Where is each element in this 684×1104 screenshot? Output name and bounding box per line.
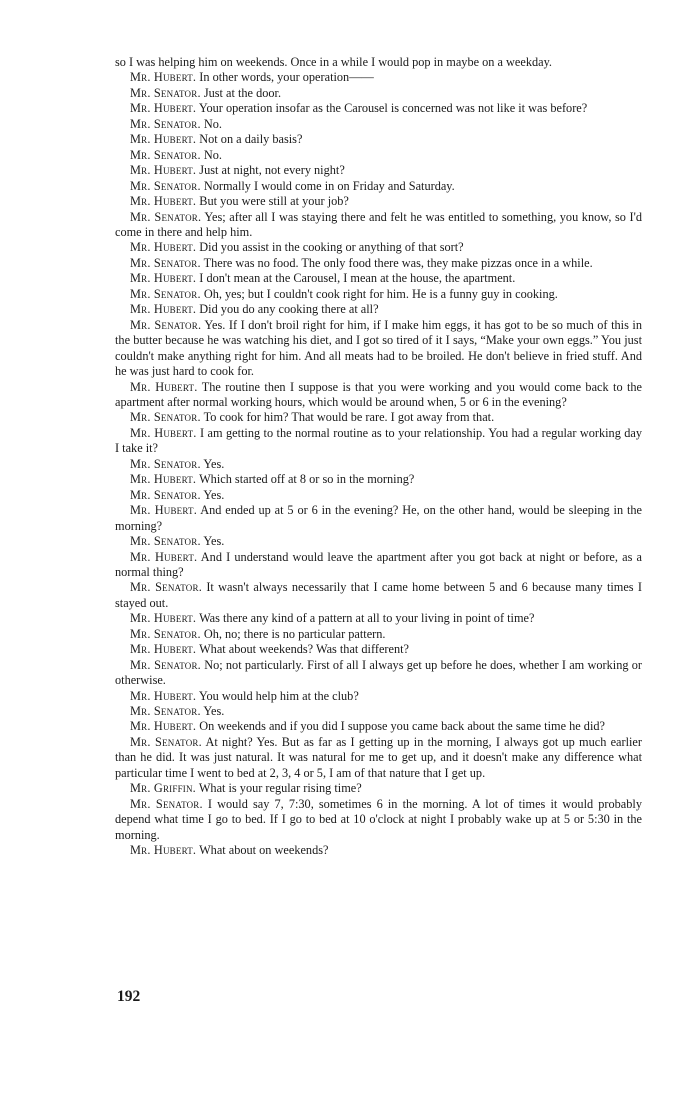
- paragraph-text: Was there any kind of a pattern at all to your living in point of time?: [199, 611, 535, 626]
- speaker-label: Mr. Hubert.: [130, 642, 197, 657]
- paragraph-text: And I understand would leave the apartment after you got back at night or before, as a normal thing?: [115, 549, 642, 579]
- speaker-label: Mr. Senator.: [130, 734, 202, 749]
- speaker-label: Mr. Hubert.: [130, 472, 197, 487]
- paragraph-text: Yes.: [203, 534, 225, 549]
- speaker-label: Mr. Hubert.: [130, 101, 197, 116]
- speaker-label: Mr. Senator.: [130, 116, 201, 131]
- speaker-label: Mr. Senator.: [130, 580, 202, 595]
- transcript-paragraph: [115, 55, 642, 70]
- paragraph-text: I don't mean at the Carousel, I mean at the house, the apartment.: [199, 271, 516, 286]
- speaker-label: Mr. Senator.: [130, 85, 201, 100]
- transcript-paragraph: [115, 735, 642, 781]
- paragraph-text: But you were still at your job?: [199, 194, 349, 209]
- speaker-label: Mr. Hubert.: [130, 611, 197, 626]
- paragraph-text: There was no food. The only food there was, they make pizzas once in a while.: [203, 255, 593, 270]
- speaker-label: Mr. Hubert.: [130, 425, 197, 440]
- paragraph-text: And ended up at 5 or 6 in the evening? He, on the other hand, would be sleeping in the morning?: [115, 503, 642, 533]
- paragraph-text: No; not particularly. First of all I always get up before he does, whether I am working or otherwise.: [115, 657, 642, 688]
- speaker-label: Mr. Senator.: [130, 626, 201, 641]
- speaker-label: Mr. Hubert.: [130, 194, 197, 209]
- paragraph-text: Yes.: [203, 487, 225, 502]
- transcript-paragraph: [115, 503, 642, 534]
- transcript-paragraph: [115, 163, 642, 178]
- paragraph-text: Not on a daily basis?: [199, 132, 303, 147]
- transcript-paragraph: [115, 194, 642, 209]
- paragraph-text: Yes; after all I was staying there and felt he was entitled to something, you know, so I'd come in there and help him.: [115, 209, 642, 239]
- transcript-paragraph: [115, 256, 642, 271]
- paragraph-text: so I was helping him on weekends. Once in a while I would pop in maybe on a weekday.: [115, 55, 553, 69]
- speaker-label: Mr. Hubert.: [130, 70, 197, 85]
- paragraph-text: In other words, your operation——: [199, 70, 374, 85]
- transcript-paragraph: [115, 318, 642, 380]
- transcript-paragraph: [115, 240, 642, 255]
- paragraph-text: Just at the door.: [203, 85, 282, 100]
- speaker-label: Mr. Senator.: [130, 209, 202, 224]
- transcript-paragraph: [115, 179, 642, 194]
- speaker-label: Mr. Hubert.: [130, 163, 197, 178]
- paragraph-text: Normally I would come in on Friday and Saturday.: [203, 178, 455, 193]
- speaker-label: Mr. Senator.: [130, 147, 201, 162]
- transcript-paragraph: [115, 426, 642, 457]
- transcript-paragraph: [115, 550, 642, 581]
- transcript-paragraph: [115, 472, 642, 487]
- transcript-paragraph: [115, 627, 642, 642]
- paragraph-text: I would say 7, 7:30, sometimes 6 in the morning. A lot of times it would probably depend what time I go to bed. If I go to bed at 10 o'clock at night I probably wake up at 5 or 5:30 in the morning.: [115, 796, 642, 842]
- speaker-label: Mr. Hubert.: [130, 549, 198, 564]
- transcript-paragraph: [115, 101, 642, 116]
- transcript-paragraph: [115, 642, 642, 657]
- speaker-label: Mr. Senator.: [130, 410, 201, 425]
- transcript-paragraph: [115, 271, 642, 286]
- speaker-label: Mr. Senator.: [130, 657, 201, 672]
- transcript-page: [115, 55, 642, 859]
- speaker-label: Mr. Senator.: [130, 704, 201, 719]
- transcript-paragraph: [115, 488, 642, 503]
- paragraph-text: I am getting to the normal routine as to your relationship. You had a regular working day I take it?: [115, 425, 643, 456]
- speaker-label: Mr. Senator.: [130, 487, 201, 502]
- speaker-label: Mr. Senator.: [130, 534, 201, 549]
- transcript-paragraph: [115, 380, 642, 411]
- speaker-label: Mr. Hubert.: [130, 132, 197, 147]
- speaker-label: Mr. Hubert.: [130, 503, 198, 518]
- speaker-label: Mr. Hubert.: [130, 719, 197, 734]
- paragraph-text: What about on weekends?: [199, 843, 329, 858]
- speaker-label: Mr. Senator.: [130, 286, 201, 301]
- transcript-paragraph: [115, 719, 642, 734]
- transcript-paragraph: [115, 287, 642, 302]
- speaker-label: Mr. Senator.: [130, 317, 202, 332]
- transcript-paragraph: [115, 658, 642, 689]
- paragraph-text: Which started off at 8 or so in the morning?: [199, 472, 415, 487]
- paragraph-text: To cook for him? That would be rare. I got away from that.: [203, 410, 495, 425]
- speaker-label: Mr. Hubert.: [130, 240, 197, 255]
- speaker-label: Mr. Senator.: [130, 255, 201, 270]
- paragraph-text: Did you assist in the cooking or anything of that sort?: [199, 240, 464, 255]
- paragraph-text: Did you do any cooking there at all?: [199, 302, 379, 317]
- transcript-paragraph: [115, 117, 642, 132]
- paragraph-text: Yes.: [203, 704, 225, 719]
- page-number: 192: [117, 988, 141, 1005]
- paragraph-text: Just at night, not every night?: [199, 163, 345, 178]
- transcript-paragraph: [115, 457, 642, 472]
- transcript-paragraph: [115, 781, 642, 796]
- speaker-label: Mr. Senator.: [130, 178, 201, 193]
- speaker-label: Mr. Senator.: [130, 796, 203, 811]
- paragraph-text: At night? Yes. But as far as I getting up in the morning, I always got up much earlier than he did. It was just natural. It was natural for me to get up, and it doesn't make any difference what particular time I went to bed at 2, 3, 4 or 5, I am of that nature that I get up.: [115, 734, 642, 780]
- transcript-paragraph: [115, 704, 642, 719]
- speaker-label: Mr. Hubert.: [130, 271, 197, 286]
- paragraph-text: Your operation insofar as the Carousel is concerned was not like it was before?: [198, 101, 588, 116]
- speaker-label: Mr. Senator.: [130, 456, 201, 471]
- transcript-paragraph: [115, 580, 642, 611]
- speaker-label: Mr. Hubert.: [130, 843, 197, 858]
- transcript-paragraph: [115, 210, 642, 241]
- paragraph-text: No.: [203, 147, 222, 162]
- speaker-label: Mr. Griffin.: [130, 781, 196, 796]
- paragraph-text: Yes.: [203, 456, 225, 471]
- paragraph-text: On weekends and if you did I suppose you came back about the same time he did?: [199, 719, 605, 734]
- transcript-paragraph: [115, 410, 642, 425]
- speaker-label: Mr. Hubert.: [130, 379, 198, 394]
- transcript-paragraph: [115, 797, 642, 843]
- paragraph-text: What is your regular rising time?: [198, 781, 362, 796]
- paragraph-text: Yes. If I don't broil right for him, if I make him eggs, it has got to be so much of this in the butter because he was watching his diet, and I got so tired of it I says, “Make your own eggs.” You just couldn't make anything right for him. And all meats had to be broiled. He don't believe in fried stuff. And he was just hard to cook for.: [115, 317, 642, 379]
- paragraph-text: It wasn't always necessarily that I came home between 5 and 6 because many times I stayed out.: [115, 580, 642, 610]
- paragraph-text: The routine then I suppose is that you were working and you would come back to the apartment after normal working hours, which would be around when, 5 or 6 in the evening?: [115, 379, 642, 409]
- transcript-paragraph: [115, 302, 642, 317]
- transcript-paragraph: [115, 148, 642, 163]
- transcript-paragraph: [115, 689, 642, 704]
- speaker-label: Mr. Hubert.: [130, 688, 197, 703]
- paragraph-text: What about weekends? Was that different?: [199, 642, 409, 657]
- transcript-paragraph: [115, 70, 642, 85]
- transcript-paragraph: [115, 843, 642, 858]
- paragraph-text: Oh, yes; but I couldn't cook right for him. He is a funny guy in cooking.: [203, 286, 558, 301]
- transcript-paragraph: [115, 611, 642, 626]
- paragraph-text: Oh, no; there is no particular pattern.: [203, 626, 386, 641]
- speaker-label: Mr. Hubert.: [130, 302, 197, 317]
- transcript-paragraph: [115, 86, 642, 101]
- paragraph-text: No.: [203, 116, 222, 131]
- transcript-paragraph: [115, 534, 642, 549]
- transcript-paragraph: [115, 132, 642, 147]
- paragraph-text: You would help him at the club?: [198, 688, 359, 703]
